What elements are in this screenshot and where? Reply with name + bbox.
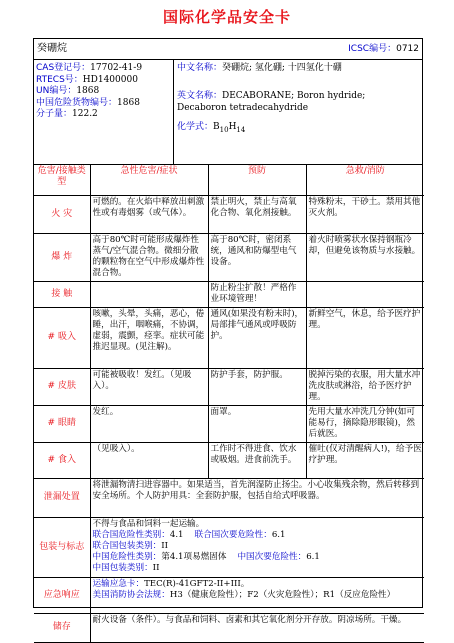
table-row: # 皮肤 可能被吸收！发红。（见吸入）。 防护手套，防护服。 脱掉污染的衣服，用大量水冲洗皮肤或淋浴，给予医疗护理。 <box>34 368 424 405</box>
names-block <box>174 60 422 164</box>
table-row: 爆 炸 高于80℃时可能形成爆炸性蒸气/空气混合物。微细分散的颗粒物在空气中形成爆炸性混合物。 高于80℃时，密闭系统，通风和防爆型电气设备。 着火时喷雾状水保持钢瓶冷却，但避免该物质与水接触。 <box>34 233 424 281</box>
cn-name: 中文名称：癸硼烷; 氢化硼; 十四氢化十硼 <box>177 63 342 73</box>
identification-block <box>34 60 422 165</box>
en-name: 英文名称：DECABORANE; Boron hydride; <box>177 91 366 101</box>
un-number: UN编号：1868 <box>36 86 100 96</box>
table-row: # 眼睛 发红。 面罩。 先用大量水冲洗几分钟(如可能易行，摘除隐形眼镜)，然后就医。 <box>34 405 424 442</box>
table-row: # 吸入 咳嗽，头晕，头痛，恶心，倦睡，出汗，咽喉痛，不协调，虚弱，震颤，痉挛。症状可能推迟显现。(见注解)。 通风(如果没有粉末时)，局部排气通风或呼吸防护。 新鲜空气，休息，给予医疗护理。 <box>34 307 424 368</box>
leak-text: 将泄漏物清扫进容器中。如果适当，首先润湿防止扬尘。小心收集残余物，然后转移到安全场所。个人防护用具：全套防护服，包括自给式呼吸器。 <box>90 478 424 517</box>
en-name-2: Decaboron tetradecahydride <box>177 102 309 113</box>
header-prevention: 预防 <box>208 165 306 195</box>
molecular-weight: 分子量：122.2 <box>36 109 98 119</box>
cas-number: CAS登记号：17702-41-9 <box>36 63 143 73</box>
header-hazard: 急性危害/症状 <box>90 165 208 195</box>
china-dg-number: 中国危险货物编号：1868 <box>36 97 140 108</box>
table-row: 火 灾 可燃的。在火焰中释放出刺激性或有毒烟雾（或气体）。 禁止明火，禁止与高氧化合物、氧化剂接触。 特殊粉末，干砂土。禁用其他灭火剂。 <box>34 195 424 233</box>
emergency-text: 运输应急卡：TEC(R)-41GFT2-II+III。 美国消防协会法规：H3（健康危险性）；F2（火灾危险性）；R1（反应危险性） <box>90 577 424 613</box>
table-row: # 食入 （见吸入）。 工作时不得进食、饮水或吸烟。进食前洗手。 催吐(仅对清醒病人!)，给予医疗护理。 <box>34 442 424 478</box>
chemical-name: 癸硼烷 <box>37 43 67 54</box>
hazard-table <box>34 165 424 643</box>
leak-row: 泄漏处置 将泄漏物清扫进容器中。如果适当，首先润湿防止扬尘。小心收集残余物，然后转移到安全场所。个人防护用具：全套防护服，包括自给式呼吸器。 <box>34 478 424 517</box>
storage-text: 耐火设备（条件）。与食品和饲料、卤素和其它氧化剂分开存放。阴凉场所。干燥。 <box>90 613 424 642</box>
packaging-text: 不得与食品和饲料一起运输。 联合国危险性类别：4.1 联合国次要危险性：6.1 联合国包装类别：II 中国危险性类别：第4.1项易燃固体 中国次要危险性：6.1 中国包装类别：II <box>90 517 424 577</box>
identifier-list <box>34 60 174 164</box>
storage-row: 储存 耐火设备（条件）。与食品和饲料、卤素和其它氧化剂分开存放。阴凉场所。干燥。 <box>34 613 424 642</box>
icsc-number: ICSC编号：0712 <box>348 44 419 54</box>
card-title: 国际化学品安全卡 <box>162 8 291 26</box>
formula: 化学式：$B_{10}H_{14}$ <box>177 122 246 134</box>
name-row <box>34 39 422 60</box>
safety-card <box>33 38 423 632</box>
header-type: 危害/接触类型 <box>34 165 90 195</box>
table-row: 接 触 防止粉尘扩散！严格作业环境管理！ <box>34 281 424 307</box>
table-header <box>34 165 424 195</box>
packaging-row: 包装与标志 不得与食品和饲料一起运输。 联合国危险性类别：4.1 联合国次要危险性：6.1 联合国包装类别：II 中国危险性类别：第4.1项易燃固体 中国次要危险性：6.1 中国包装类别：II <box>34 517 424 577</box>
rtecs-number: RTECS号：HD1400000 <box>36 74 138 85</box>
emergency-row: 应急响应 运输应急卡：TEC(R)-41GFT2-II+III。 美国消防协会法规：H3（健康危险性）；F2（火灾危险性）；R1（反应危险性） <box>34 577 424 613</box>
header-first-aid: 急救/消防 <box>306 165 424 195</box>
